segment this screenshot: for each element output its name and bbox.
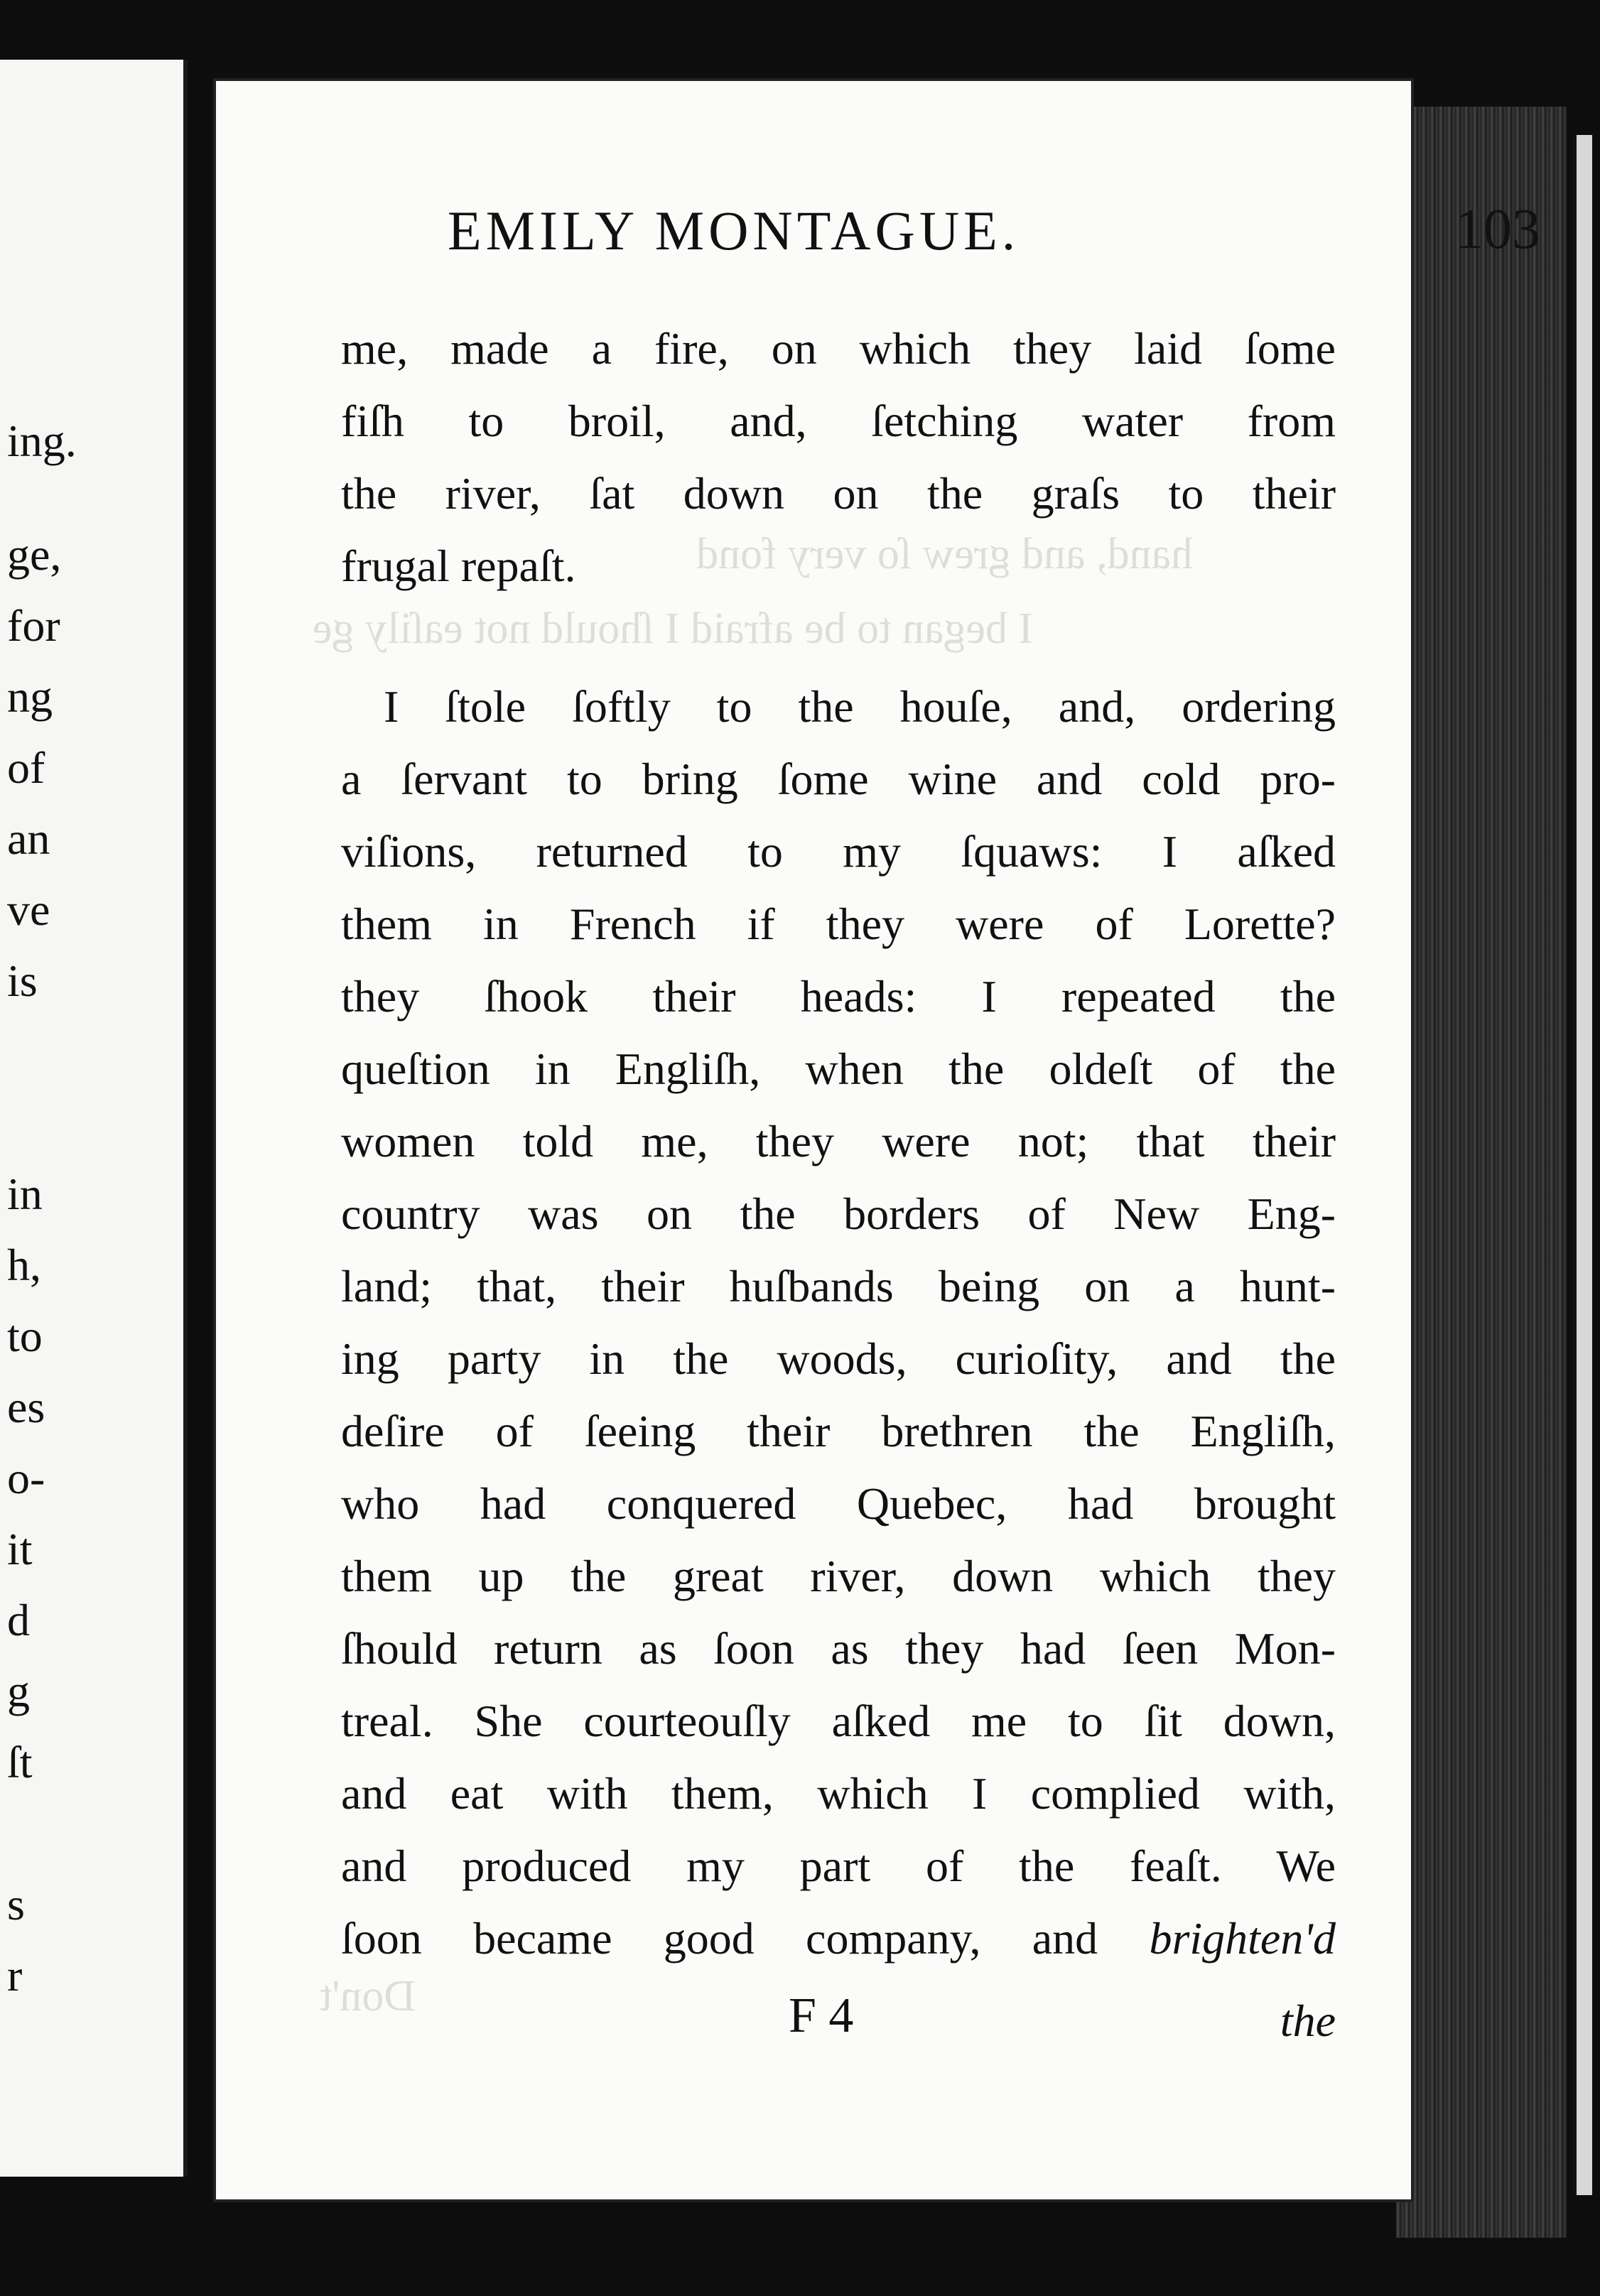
book-fore-edge: [1396, 107, 1567, 2238]
left-page-fragment: is: [7, 955, 38, 1006]
text-line: them up the great river, down which they: [341, 1551, 1336, 1601]
running-title: EMILY MONTAGUE.: [448, 200, 1020, 261]
text-line: the river, ſat down on the graſs to their: [341, 468, 1336, 519]
left-page-fragment: g: [7, 1666, 30, 1716]
left-page-fragment: s: [7, 1879, 25, 1929]
text-line: frugal repaſt.: [341, 541, 576, 591]
text-line: women told me, they were not; that their: [341, 1116, 1336, 1166]
left-page-fragment: o-: [7, 1453, 45, 1503]
left-page-fragment: ng: [7, 671, 53, 722]
page-number: 103: [1455, 198, 1540, 261]
book-edge-strip: [1574, 135, 1592, 2195]
text-line: a ſervant to bring ſome wine and cold pro-: [341, 754, 1336, 804]
text-line: who had conquered Quebec, had brought: [341, 1478, 1336, 1529]
left-page-fragment: ve: [7, 884, 50, 935]
left-page-fragment: ge,: [7, 529, 62, 580]
left-page-fragment: r: [7, 1950, 23, 2000]
facing-page-left: [0, 60, 188, 2177]
signature-mark: F 4: [789, 1988, 854, 2043]
text-line: country was on the borders of New Eng-: [341, 1188, 1336, 1239]
text-line: and eat with them, which I complied with,: [341, 1768, 1336, 1819]
text-line: deſire of ſeeing their brethren the Engliſh,: [341, 1406, 1336, 1456]
left-page-fragment: of: [7, 742, 45, 793]
left-page-fragment: it: [7, 1524, 33, 1574]
text-line: they ſhook their heads: I repeated the: [341, 971, 1336, 1022]
text-line: ſhould return as ſoon as they had ſeen Mon-: [341, 1623, 1336, 1674]
left-page-fragment: an: [7, 813, 50, 864]
left-page-fragment: in: [7, 1169, 43, 1219]
left-page-fragment: for: [7, 600, 60, 651]
left-page-fragment: to: [7, 1311, 43, 1361]
left-page-fragment: es: [7, 1382, 45, 1432]
text-line: and produced my part of the feaſt. We: [341, 1841, 1336, 1891]
left-page-fragment: h,: [7, 1240, 41, 1290]
page-footer: [213, 1988, 1336, 2066]
text-line: ing party in the woods, curioſity, and the: [341, 1333, 1336, 1384]
text-line: land; that, their huſbands being on a hunt-: [341, 1261, 1336, 1311]
italic-word: brighten'd: [1149, 1913, 1336, 1964]
running-header: [234, 114, 1540, 261]
show-through-text: I began to be afraid I ſhould not eaſily ge: [313, 605, 1034, 653]
show-through-text: Don't: [320, 1972, 416, 2020]
text-line: I ſtole ſoftly to the houſe, and, ordering: [384, 681, 1336, 732]
text-line: me, made a fire, on which they laid ſome: [341, 323, 1336, 374]
show-through-text: hand, and grew ſo very fond: [696, 530, 1194, 578]
text-line-final: [341, 1902, 1336, 1975]
text-line-final-roman: ſoon became good company, and: [341, 1913, 1098, 1964]
body-text: [341, 313, 1336, 1975]
text-line: viſions, returned to my ſquaws: I aſked: [341, 826, 1336, 877]
left-page-fragment: d: [7, 1595, 30, 1645]
text-line: treal. She courteouſly aſked me to ſit down,: [341, 1696, 1336, 1746]
catchword: the: [1280, 1996, 1336, 2046]
text-line: queſtion in Engliſh, when the oldeſt of the: [341, 1044, 1336, 1094]
text-line: them in French if they were of Lorette?: [341, 899, 1336, 949]
left-page-fragment: ing.: [7, 416, 77, 466]
left-page-fragment: ſt: [7, 1737, 33, 1787]
text-line: fiſh to broil, and, ſetching water from: [341, 396, 1336, 446]
